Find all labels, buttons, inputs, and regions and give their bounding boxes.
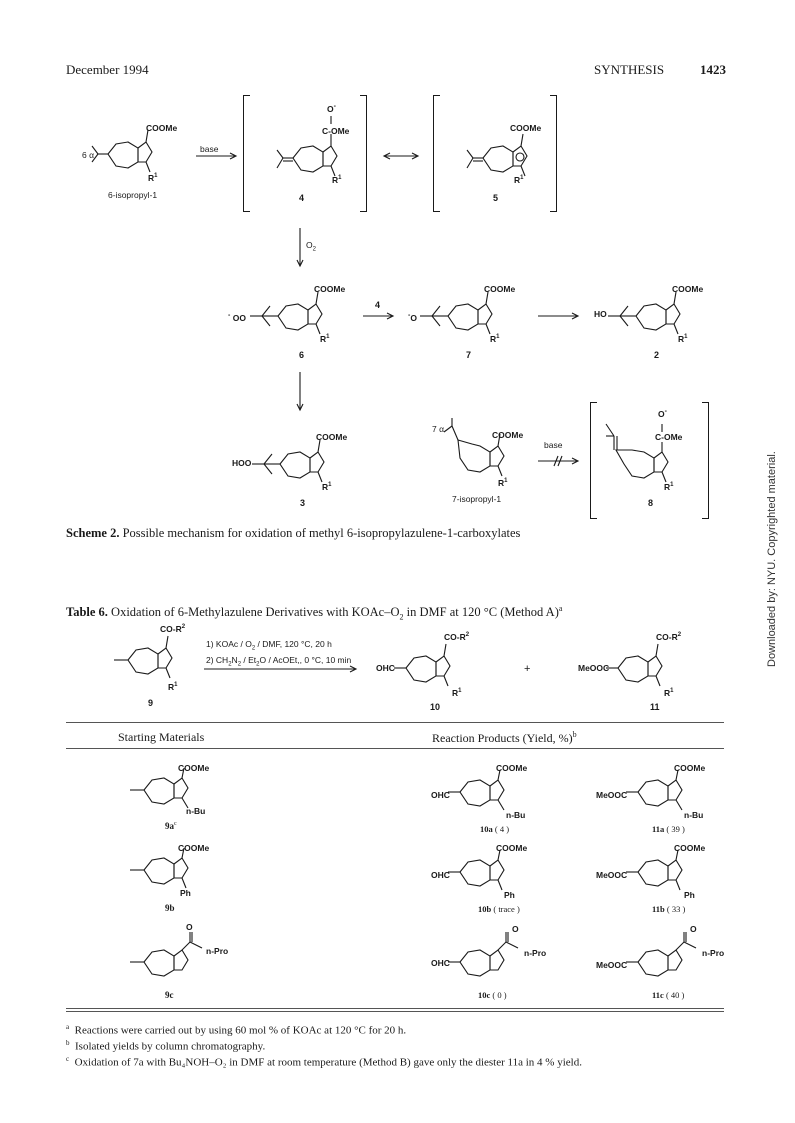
label-ketone-o: O xyxy=(512,924,519,934)
label-6alpha: 6 α xyxy=(82,150,95,160)
column-header-starting-materials: Starting Materials xyxy=(118,730,205,744)
compound-9b: 9b xyxy=(165,903,175,913)
label-7alpha: 7 α xyxy=(432,424,445,434)
compound-label-7: 7 xyxy=(466,350,472,360)
table-rule-bottom xyxy=(66,1008,724,1009)
bracket-right xyxy=(550,95,557,212)
substituent-ph: Ph xyxy=(180,888,191,898)
substituent-npro: n-Pro xyxy=(702,948,725,958)
label-r1: $R^1$ xyxy=(664,688,674,698)
bracket-right xyxy=(360,95,367,212)
label-coome: COOMe xyxy=(496,763,528,773)
label-coome: COOMe xyxy=(674,763,706,773)
label-alkoxide-anion: -O xyxy=(408,312,417,323)
label-ohc: OHC xyxy=(431,790,450,800)
compound-label-7-isopropyl: 7-isopropyl-1 xyxy=(452,494,502,504)
label-coome: COOMe xyxy=(314,284,346,294)
label-coome: COOMe xyxy=(496,843,528,853)
page-number: 1423 xyxy=(700,62,726,77)
arrow-to-2 xyxy=(538,312,582,322)
label-c-ome: C-OMe xyxy=(322,126,350,136)
label-co-r2: $CO-R^2$ xyxy=(444,632,470,642)
label-base: base xyxy=(200,144,219,154)
substituent-npro: n-Pro xyxy=(524,948,547,958)
bracket-left xyxy=(243,95,250,212)
footnote-c: $^c$ Oxidation of 7a with Bu₄NOH–O₂ in DMF at room temperature (Method B) gave only the diester 11a in 4 % yield. xyxy=(66,1055,582,1069)
label-r1: $R^1$ xyxy=(322,482,332,492)
molecule-9 xyxy=(108,624,198,694)
label-ohc: OHC xyxy=(431,870,450,880)
compound-9a: $9a^c$ xyxy=(165,821,177,831)
label-r1: $R^1$ xyxy=(452,688,462,698)
label-ho: HO xyxy=(594,309,607,319)
molecule-11 xyxy=(606,632,696,702)
footnote-a: $^a$ Reactions were carried out by using 60 mol % of KOAc at 120 °C for 20 h. xyxy=(66,1023,407,1037)
product-10a: 10a ( 4 ) xyxy=(480,824,510,834)
label-hoo: HOO xyxy=(232,458,252,468)
label-coome: COOMe xyxy=(484,284,516,294)
table-title: Table 6. Oxidation of 6-Methylazulene Derivatives with KOAc–$O_2$ in DMF at 120 °C (Method A)$^a$ xyxy=(66,604,563,622)
label-peroxide-anion: - OO xyxy=(228,312,246,323)
reaction-arrow xyxy=(204,665,364,675)
label-c-ome: C-OMe xyxy=(655,432,683,442)
table-footnotes xyxy=(66,1021,746,1069)
substituent-ph: Ph xyxy=(504,890,515,900)
label-r1: $R^1$ xyxy=(498,478,508,488)
bracket-left xyxy=(590,402,597,519)
compound-label-4: 4 xyxy=(299,193,305,203)
label-co-r2: $CO-R^2$ xyxy=(160,624,186,634)
arrow-o2 xyxy=(296,228,306,270)
product-11c: 11c ( 40 ) xyxy=(652,990,685,1000)
label-r1: $R^1$ xyxy=(514,175,524,185)
label-co-r2: $CO-R^2$ xyxy=(656,632,682,642)
label-r1: $R^1$ xyxy=(490,334,500,344)
compound-9c: 9c xyxy=(165,990,174,1000)
product-11b: 11b ( 33 ) xyxy=(652,904,686,914)
table-rule-bottom-2 xyxy=(66,1011,724,1012)
molecule-10 xyxy=(394,632,484,702)
label-coome: COOMe xyxy=(178,843,210,853)
label-ohc: OHC xyxy=(431,958,450,968)
label-o-minus: O- xyxy=(658,408,667,419)
compound-label-8: 8 xyxy=(648,498,654,508)
product-10c: 10c ( 0 ) xyxy=(478,990,507,1000)
label-r1: $R^1$ xyxy=(678,334,688,344)
arrow-to-3 xyxy=(296,372,306,414)
bracket-left xyxy=(433,95,440,212)
bracket-right xyxy=(702,402,709,519)
label-r1: $R^1$ xyxy=(320,334,330,344)
resonance-arrow xyxy=(382,152,422,162)
label-ketone-o: O xyxy=(186,922,193,932)
substituent-npro: n-Pro xyxy=(206,946,229,956)
label-coome: COOMe xyxy=(146,123,178,133)
label-coome: COOMe xyxy=(178,763,210,773)
compound-label-9: 9 xyxy=(148,698,154,708)
label-coome: COOMe xyxy=(510,123,542,133)
label-meooc: MeOOC xyxy=(596,870,628,880)
copyright-sidenote: Downloaded by: NYU. Copyrighted material. xyxy=(766,451,778,667)
molecule-11c xyxy=(626,928,726,988)
product-10b: 10b ( trace ) xyxy=(478,904,520,914)
label-ohc: OHC xyxy=(376,663,395,673)
arrow-blocked xyxy=(538,456,582,468)
molecule-10c xyxy=(448,928,548,988)
substituent-ph: Ph xyxy=(684,890,695,900)
label-meooc: MeOOC xyxy=(578,663,610,673)
label-ketone-o: O xyxy=(690,924,697,934)
journal-name: SYNTHESIS xyxy=(594,62,665,77)
label-coome: COOMe xyxy=(674,843,706,853)
label-o-minus: O- xyxy=(327,103,336,114)
label-r1: $R^1$ xyxy=(332,175,342,185)
compound-label-11: 11 xyxy=(650,702,660,712)
compound-label-start: 6-isopropyl-1 xyxy=(108,190,158,200)
label-step-4: 4 xyxy=(375,300,381,310)
column-header-products: Reaction Products (Yield, %)$^b$ xyxy=(432,730,577,745)
arrow-step-4 xyxy=(363,312,397,322)
molecule-9c xyxy=(124,926,224,986)
plus-sign: + xyxy=(524,663,531,675)
label-meooc: MeOOC xyxy=(596,790,628,800)
label-r1: $R^1$ xyxy=(664,482,674,492)
reaction-conditions: 1) KOAc / $O_2$ / DMF, 120 °C, 20 h 2) $CH_2N_2 / Et_2O$ / AcOEt,, 0 °C, 10 min xyxy=(206,639,352,668)
arrow-base xyxy=(196,152,240,162)
compound-label-5: 5 xyxy=(493,193,499,203)
compound-label-3: 3 xyxy=(300,498,306,508)
substituent-nbu: n-Bu xyxy=(186,806,206,816)
product-11a: 11a ( 39 ) xyxy=(652,824,685,834)
table-rule-header xyxy=(66,748,724,749)
label-base: base xyxy=(544,440,563,450)
compound-label-10: 10 xyxy=(430,702,441,712)
substituent-nbu: n-Bu xyxy=(684,810,704,820)
label-coome: COOMe xyxy=(672,284,704,294)
label-o2: $O_2$ xyxy=(306,240,316,253)
compound-label-6: 6 xyxy=(299,350,305,360)
label-r1: $R^1$ xyxy=(148,173,158,183)
footnote-b: $^b$ Isolated yields by column chromatography. xyxy=(66,1039,266,1053)
table-rule-top xyxy=(66,722,724,723)
substituent-nbu: n-Bu xyxy=(506,810,526,820)
running-date: December 1994 xyxy=(66,62,149,77)
scheme-caption: Scheme 2. Possible mechanism for oxidation of methyl 6-isopropylazulene-1-carboxylates xyxy=(66,526,521,540)
molecule-4 xyxy=(255,100,365,200)
label-r1: $R^1$ xyxy=(168,682,178,692)
label-coome: COOMe xyxy=(492,430,524,440)
label-coome: COOMe xyxy=(316,432,348,442)
compound-label-2: 2 xyxy=(654,350,660,360)
molecule-8 xyxy=(598,406,708,506)
label-meooc: MeOOC xyxy=(596,960,628,970)
